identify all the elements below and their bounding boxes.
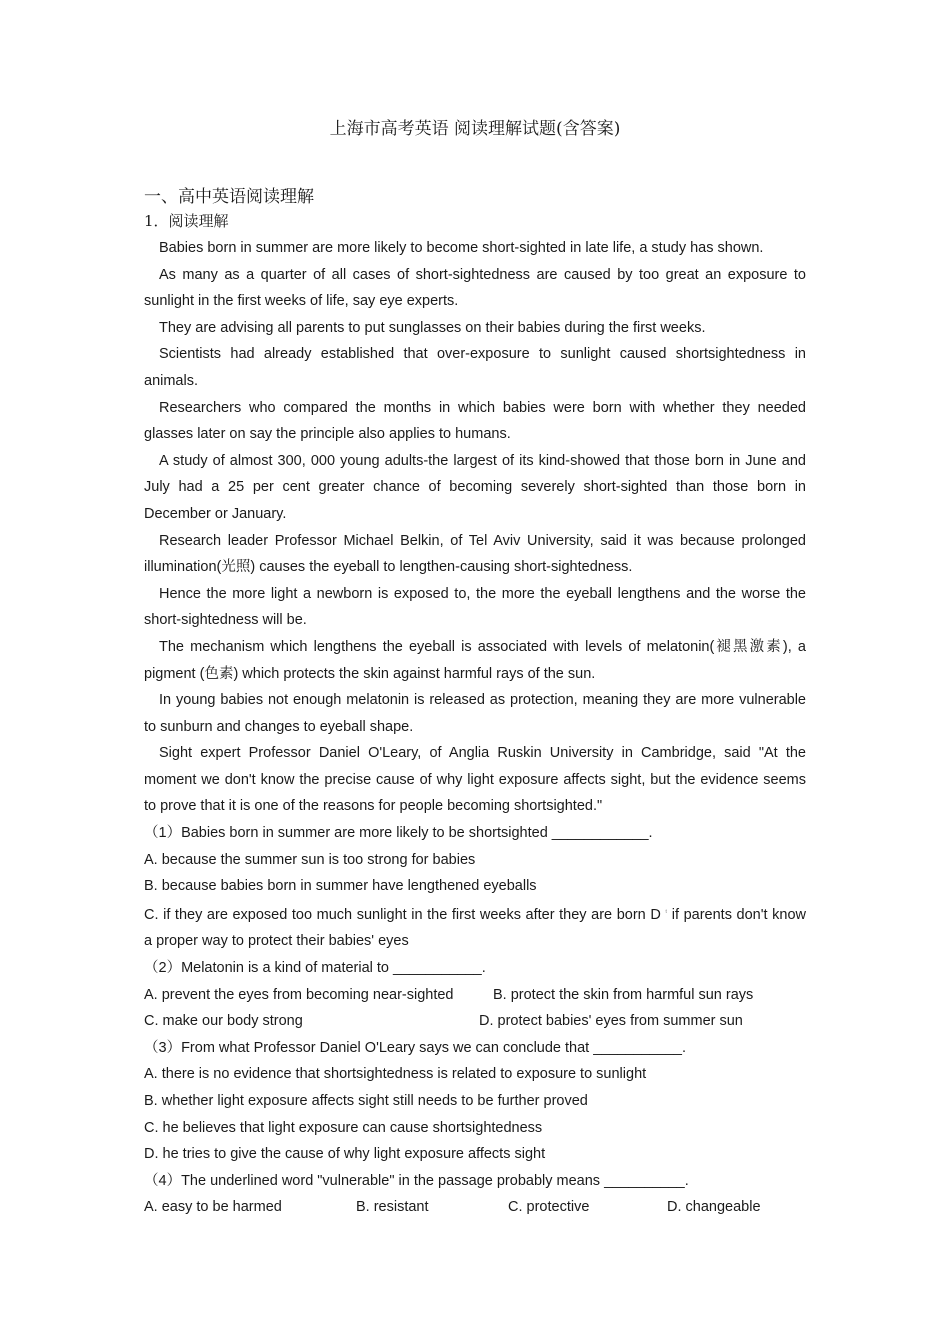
question-1-option-c: C. if they are exposed too much sunlight in the first weeks after they are born D — [144, 906, 661, 923]
question-4-option-c: C. protective — [508, 1199, 590, 1216]
question-4-option-b: B. resistant — [356, 1199, 429, 1216]
question-3-option-d: D. he tries to give the cause of why light exposure affects sight — [144, 1146, 546, 1163]
question-3-option-a: A. there is no evidence that shortsightedness is related to exposure to sunlight — [144, 1066, 647, 1083]
document-title: 上海市高考英语 阅读理解试题(含答案) — [329, 119, 621, 139]
passage-paragraph: Sight expert Professor Daniel O'Leary, of Anglia Ruskin University in Cambridge, said "At the moment we don't know the precise cause of why light exposure affects sight, but the evidence seems to prove that it is one of the reasons for people becoming shortsighted." — [144, 745, 806, 815]
passage-paragraph: In young babies not enough melatonin is released as protection, meaning they are more vulnerable to sunburn and changes to eyeball shape. — [144, 692, 806, 735]
question-2-row-1 — [144, 982, 806, 1009]
passage-paragraph: Scientists had already established that over-exposure to sunlight caused shortsightedness in animals. — [144, 346, 806, 389]
question-3-stem: （3）From what Professor Daniel O'Leary says we can conclude that ___________. — [144, 1039, 686, 1056]
question-4-stem: （4）The underlined word "vulnerable" in the passage probably means __________. — [144, 1172, 689, 1189]
question-2-option-d: D. protect babies' eyes from summer sun — [479, 1013, 743, 1030]
question-4-option-a: A. easy to be harmed — [144, 1199, 282, 1216]
question-1-option-cd — [144, 900, 806, 955]
question-2-option-b: B. protect the skin from harmful sun rays — [493, 986, 754, 1003]
passage-paragraph: Babies born in summer are more likely to become short-sighted in late life, a study has shown. — [159, 240, 764, 256]
question-4-option-d: D. changeable — [667, 1199, 761, 1216]
question-2-option-a: A. prevent the eyes from becoming near-sighted — [144, 986, 454, 1003]
question-2-option-c: C. make our body strong — [144, 1013, 303, 1030]
passage-paragraph: Researchers who compared the months in which babies were born with whether they needed glasses later on say the principle also applies to humans. — [144, 399, 806, 443]
passage-paragraph: A study of almost 300, 000 young adults-the largest of its kind-showed that those born in June and July had a 25 per cent greater chance of becoming severely short-sighted than those born in December or January. — [144, 452, 806, 522]
question-3-option-b: B. whether light exposure affects sight still needs to be further proved — [144, 1093, 588, 1109]
passage-paragraph: They are advising all parents to put sunglasses on their babies during the first weeks. — [159, 319, 706, 336]
passage-paragraph: As many as a quarter of all cases of short-sightedness are caused by too great an exposure to sunlight in the first weeks of life, say eye experts. — [144, 266, 806, 310]
question-3-option-c: C. he believes that light exposure can cause shortsightedness — [144, 1119, 543, 1136]
question-1-stem: （1）Babies born in summer are more likely to be shortsighted ____________. — [144, 825, 653, 842]
mark-glyph: ᵗ — [665, 907, 668, 917]
question-1-option-b: B. because babies born in summer have lengthened eyeballs — [144, 878, 537, 895]
question-2-stem: （2）Melatonin is a kind of material to ___________. — [144, 960, 486, 977]
question-1-option-a: A. because the summer sun is too strong for babies — [144, 851, 476, 868]
section-heading: 一、高中英语阅读理解 — [144, 187, 314, 207]
passage-paragraph: Research leader Professor Michael Belkin, of Tel Aviv University, said it was because prolonged illumination(光照) causes the eyeball to lengthen-causing short-sightedness. — [144, 532, 806, 576]
passage-paragraph: The mechanism which lengthens the eyeball is associated with levels of melatonin(褪黑激素), a pigment (色素) which protects the skin against harmful rays of the sun. — [144, 638, 806, 682]
reading-body — [144, 235, 806, 1221]
passage-paragraph: Hence the more light a newborn is exposed to, the more the eyeball lengthens and the worse the short-sightedness will be. — [144, 585, 806, 629]
question-2-row-2 — [144, 1008, 806, 1035]
question-heading: 1．阅读理解 — [144, 212, 229, 230]
question-1-option-d: if parents don't know a proper way to protect their babies' eyes — [144, 906, 806, 950]
question-4-options — [144, 1194, 806, 1221]
